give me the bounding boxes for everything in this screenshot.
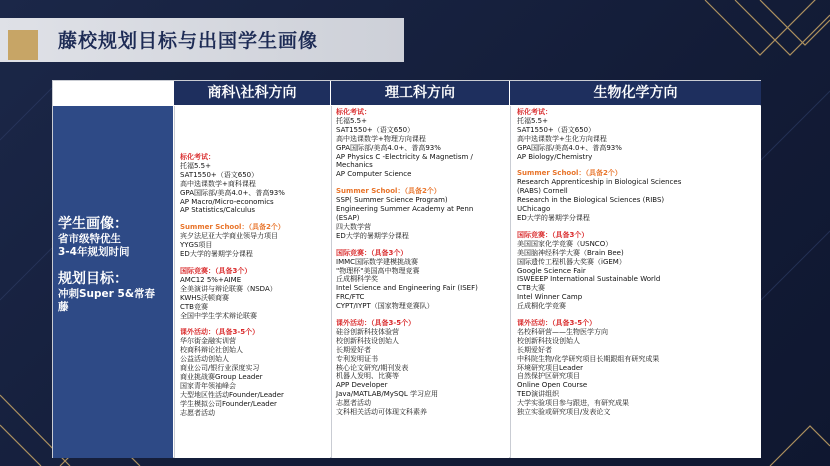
list-item: 校创新科技设创始人 bbox=[517, 336, 580, 345]
section-heading: 标化考试： bbox=[517, 108, 552, 116]
list-item: 四大数学营 bbox=[336, 222, 371, 231]
section-spacer bbox=[517, 223, 758, 231]
portrait-label: 学生画像： bbox=[58, 216, 128, 232]
list-item: SAT1550+（语文650） bbox=[336, 125, 415, 134]
list-item: KWHS沃顿商赛 bbox=[180, 293, 229, 302]
list-item: Java/MATLAB/MySQL 学习应用 bbox=[336, 390, 438, 399]
section-heading: Summer School：（具备2个） bbox=[517, 169, 622, 178]
list-item: 高中选课数学+生化方向课程 bbox=[517, 134, 607, 143]
list-item: CYPT/IYPT（国家物理竞赛队） bbox=[336, 302, 434, 311]
list-item: Google Science Fair bbox=[517, 266, 586, 275]
goal-line: 冲刺Super 5&常春 bbox=[58, 288, 155, 300]
list-item: SSP( Summer Science Program) bbox=[336, 196, 448, 205]
list-item: 美国脑神经科学大赛（Brain Bee) bbox=[517, 248, 624, 257]
list-item: 大学实验项目参与跟进，有研究成果 bbox=[517, 399, 629, 408]
list-item: 商业挑战赛Group Leader bbox=[180, 372, 263, 381]
section-spacer bbox=[336, 241, 506, 249]
goal-label: 规划目标： bbox=[58, 271, 128, 287]
list-item: 托福5.5+ bbox=[180, 161, 211, 170]
section-heading: 标化考试： bbox=[336, 108, 371, 116]
list-item: 长期爱好者 bbox=[517, 345, 552, 354]
section-heading: 国际竞赛：（具备3个） bbox=[336, 248, 408, 257]
list-item: 专利发明证书 bbox=[336, 354, 378, 363]
section-heading: 课外活动：（具备3-5个） bbox=[336, 319, 416, 328]
list-item: 校创新科技设创始人 bbox=[336, 336, 399, 345]
list-item: 志愿者活动 bbox=[336, 399, 371, 408]
list-item: SAT1550+（语文650） bbox=[517, 125, 596, 134]
section-spacer bbox=[517, 311, 758, 319]
list-item: SAT1550+（语文650） bbox=[180, 170, 259, 179]
list-item: (RABS) Cornell bbox=[517, 187, 568, 196]
list-item: 宾夕法尼亚大学商业领导力项目 bbox=[180, 232, 278, 241]
list-item: CTB竞赛 bbox=[180, 302, 208, 311]
list-item: AP Statistics/Calculus bbox=[180, 206, 256, 215]
list-item: 全国中学生学术辩论联赛 bbox=[180, 311, 257, 320]
list-item: 高中选课数学+商科课程 bbox=[180, 179, 256, 188]
list-item: (ESAP) bbox=[336, 213, 360, 222]
list-item: 高中选课数学+物理方向课程 bbox=[336, 134, 426, 143]
section-heading: Summer School：（具备2个） bbox=[180, 223, 285, 232]
list-item: ED大学的暑期学分课程 bbox=[336, 231, 409, 240]
section-spacer bbox=[336, 311, 506, 319]
section-heading: Summer School：（具备2个） bbox=[336, 187, 441, 196]
section-heading: 国际竞赛：（具备3个） bbox=[517, 230, 589, 239]
list-item: AP Computer Science bbox=[336, 170, 412, 179]
list-item: AP Macro/Micro-economics bbox=[180, 197, 274, 206]
list-item: IMMC国际数学建模挑战赛 bbox=[336, 257, 419, 266]
section-heading: 标化考试： bbox=[180, 153, 215, 161]
portrait-line: 3-4年规划时间 bbox=[58, 246, 130, 258]
list-item: YYGS项目 bbox=[180, 241, 213, 250]
header-empty-cell bbox=[53, 81, 173, 105]
list-item: 国家青年领袖峰会 bbox=[180, 381, 236, 390]
list-item: Intel Winner Camp bbox=[517, 293, 583, 302]
section-heading: 课外活动：（具备3-5个） bbox=[517, 319, 597, 328]
page-title: 藤校规划目标与出国学生画像 bbox=[58, 30, 319, 52]
list-item: GPA国际部/美高4.0+、普高93% bbox=[517, 143, 622, 152]
section-heading: 课外活动：（具备3-5个） bbox=[180, 328, 260, 337]
list-item: 长期爱好者 bbox=[336, 345, 371, 354]
list-item: 全美演讲与辩论联赛（NSDA） bbox=[180, 284, 277, 293]
list-item: 校商科辩论社创始人 bbox=[180, 346, 243, 355]
list-item: ISWEEEP International Sustainable World bbox=[517, 275, 661, 284]
list-item: GPA国际部/美高4.0+、普高93% bbox=[180, 188, 285, 197]
list-item: 独立实验或研究项目/发表论文 bbox=[517, 408, 611, 417]
list-item: 托福5.5+ bbox=[336, 116, 367, 125]
list-item: TED演讲组织 bbox=[517, 390, 560, 399]
list-item: 自然保护区研究项目 bbox=[517, 372, 580, 381]
list-item: 环境研究项目Leader bbox=[517, 363, 584, 372]
list-item: 核心论文研究/期刊发表 bbox=[336, 363, 409, 372]
list-item: 硅谷创新科技体验营 bbox=[336, 327, 399, 336]
list-item: "物理杯"美国高中物理竞赛 bbox=[336, 266, 420, 275]
list-item: Online Open Course bbox=[517, 381, 588, 390]
list-item: 文科相关活动可体现文科素养 bbox=[336, 408, 427, 417]
comparison-table bbox=[52, 80, 761, 458]
list-item: Engineering Summer Academy at Penn bbox=[336, 205, 474, 214]
list-item: 丘成桐科学奖 bbox=[336, 275, 378, 284]
portrait-line: 省市级特优生 bbox=[58, 233, 121, 245]
list-item: 机器人发明、比赛等 bbox=[336, 372, 399, 381]
list-item: Research Apprenticeship in Biological Sciences bbox=[517, 178, 682, 187]
list-item: 美国国家化学竞赛（USNCO） bbox=[517, 239, 613, 248]
list-item: APP Developer bbox=[336, 381, 388, 390]
list-item: 学生模拟公司Founder/Leader bbox=[180, 399, 277, 408]
column-biochem bbox=[510, 106, 761, 458]
list-item: 托福5.5+ bbox=[517, 116, 548, 125]
student-profile-panel bbox=[53, 106, 173, 458]
list-item: ED大学的暑期学分课程 bbox=[517, 213, 590, 222]
section-spacer bbox=[180, 259, 327, 267]
list-item: 华尔街金融实训营 bbox=[180, 337, 236, 346]
list-item: 公益活动创始人 bbox=[180, 355, 229, 364]
list-item: CTB大赛 bbox=[517, 284, 545, 293]
header-biochem: 生物化学方向 bbox=[510, 81, 761, 105]
list-item: AMC12 5%+AIME bbox=[180, 275, 242, 284]
list-item: 名校科研营——生物医学方向 bbox=[517, 327, 608, 336]
list-item: UChicago bbox=[517, 205, 551, 214]
list-item: Mechanics bbox=[336, 161, 373, 170]
list-item: 大型地区性活动Founder/Leader bbox=[180, 390, 284, 399]
list-item: Research in the Biological Sciences (RIBS) bbox=[517, 196, 665, 205]
list-item: AP Physics C -Electricity & Magnetism / bbox=[336, 152, 473, 161]
section-heading: 国际竞赛：（具备3个） bbox=[180, 266, 252, 275]
list-item: AP Biology/Chemistry bbox=[517, 152, 593, 161]
title-accent-square bbox=[8, 30, 38, 60]
list-item: 商业公司/银行业深度实习 bbox=[180, 364, 260, 373]
list-item: 志愿者活动 bbox=[180, 408, 215, 417]
list-item: 丘成桐化学竞赛 bbox=[517, 302, 566, 311]
column-engineering bbox=[331, 106, 509, 458]
goal-line: 藤 bbox=[58, 301, 69, 313]
list-item: GPA国际部/美高4.0+、普高93% bbox=[336, 143, 441, 152]
header-engineering: 理工科方向 bbox=[331, 81, 509, 105]
column-business bbox=[174, 106, 330, 458]
header-business: 商科\社科方向 bbox=[174, 81, 330, 105]
list-item: FRC/FTC bbox=[336, 293, 365, 302]
list-item: ED大学的暑期学分课程 bbox=[180, 250, 253, 259]
list-item: 国际遗传工程机器大奖赛（iGEM） bbox=[517, 257, 626, 266]
list-item: 中科院生物/化学研究项目长期跟组有研究成果 bbox=[517, 354, 660, 363]
list-item: Intel Science and Engineering Fair (ISEF) bbox=[336, 284, 478, 293]
